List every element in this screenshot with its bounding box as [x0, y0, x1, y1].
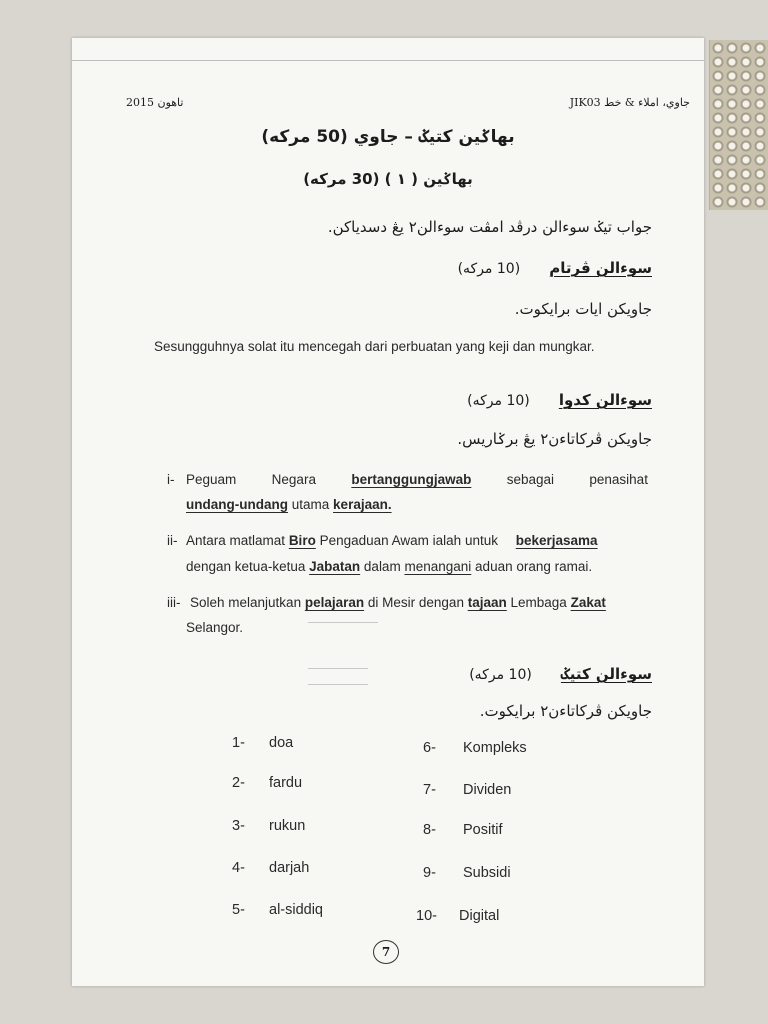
underlined-word: Biro	[288, 533, 316, 548]
q1-marks: (10 مركه)	[457, 261, 521, 277]
word: Peguam	[186, 472, 237, 487]
item-ii-line1	[186, 533, 598, 548]
word-item: fardu	[269, 775, 303, 791]
text: di Mesir dengan	[367, 595, 464, 610]
general-instruction: جواب تيݢ سوءالن درڤد امڤت سوءالن٢ يڠ دسدياكن.	[327, 218, 652, 236]
word-item: rukun	[269, 818, 306, 834]
word-number: 8-	[423, 822, 436, 838]
word: sebagai	[506, 472, 555, 487]
q2-instruction: جاويكن ڤركاتاءن٢ يڠ برݢاريس.	[457, 430, 652, 448]
q1-heading-row	[458, 258, 652, 277]
q1-heading: سوءالن ڤرتام	[549, 259, 652, 277]
word-item: Kompleks	[463, 740, 527, 756]
top-rule	[72, 60, 704, 61]
underlined-word: pelajaran	[304, 595, 365, 610]
show-through-line	[308, 684, 368, 685]
item-iii-line2: Selangor.	[186, 620, 244, 635]
text: Antara matlamat	[186, 533, 286, 548]
lace-fabric-background	[709, 40, 768, 210]
header-year: تاهون 2015	[126, 96, 184, 109]
q3-heading-row	[469, 664, 652, 683]
text: dengan ketua-ketua	[186, 559, 306, 574]
underlined-word: Jabatan	[309, 559, 361, 574]
page-number: 7	[373, 940, 399, 964]
exam-page	[72, 38, 704, 986]
item-label: i-	[167, 472, 175, 487]
q3-marks: (10 مركه)	[469, 667, 532, 683]
word-item: darjah	[269, 860, 310, 876]
item-i-line1	[186, 472, 648, 487]
part-heading: بهاݢين ( ١ ) (30 مركه)	[303, 170, 473, 188]
text: dalam	[363, 559, 401, 574]
word-item: Dividen	[463, 782, 512, 798]
underlined-word: bertanggungjawab	[351, 472, 472, 487]
item-iii-line1	[190, 595, 606, 610]
item-label: iii-	[167, 595, 181, 610]
word-item: Digital	[459, 908, 500, 924]
underlined-word: tajaan	[467, 595, 507, 610]
q2-heading: سوءالن كدوا	[558, 391, 652, 409]
word-number: 5-	[232, 902, 245, 918]
underlined-word: Zakat	[570, 595, 606, 610]
word-number: 2-	[232, 775, 245, 791]
word-number: 7-	[423, 782, 436, 798]
item-ii-line2	[186, 559, 592, 574]
q3-heading: سوءالن كتيݢ	[560, 665, 652, 683]
underlined-word: undang-undang	[186, 497, 288, 512]
q1-sentence: Sesungguhnya solat itu mencegah dari perbuatan yang keji dan mungkar.	[154, 339, 595, 354]
word-item: Subsidi	[463, 865, 511, 881]
word-number: 9-	[423, 865, 436, 881]
word: penasihat	[589, 472, 648, 487]
section-title: بهاݢين كتيݢ – جاوي (50 مركه)	[261, 127, 515, 147]
underlined-word: kerajaan.	[333, 497, 392, 512]
underlined-word: bekerjasama	[515, 533, 598, 548]
show-through-line	[308, 668, 368, 669]
word-item: al-siddiq	[269, 902, 323, 918]
underlined-word: menangani	[404, 559, 472, 574]
word-item: doa	[269, 735, 294, 751]
word-number: 10-	[416, 908, 437, 924]
q1-instruction: جاويكن ايات برايكوت.	[514, 300, 652, 318]
item-label: ii-	[167, 533, 178, 548]
item-i-line2	[186, 497, 392, 512]
q2-marks: (10 مركه)	[467, 393, 530, 409]
word-item: Positif	[463, 822, 503, 838]
q2-heading-row	[467, 390, 652, 409]
word: utama	[291, 497, 330, 512]
word-number: 3-	[232, 818, 245, 834]
word-number: 6-	[423, 740, 436, 756]
show-through-line	[308, 622, 378, 623]
text: Pengaduan Awam ialah untuk	[319, 533, 498, 548]
q3-instruction: جاويكن ڤركاتاءن٢ برايكوت.	[479, 702, 652, 720]
word-number: 4-	[232, 860, 245, 876]
text: Soleh melanjutkan	[190, 595, 302, 610]
text: Lembaga	[510, 595, 567, 610]
word: Negara	[271, 472, 316, 487]
word-number: 1-	[232, 735, 245, 751]
header-code: JIK03 جاوي، املاء & خط	[569, 96, 690, 109]
text: aduan orang ramai.	[475, 559, 593, 574]
